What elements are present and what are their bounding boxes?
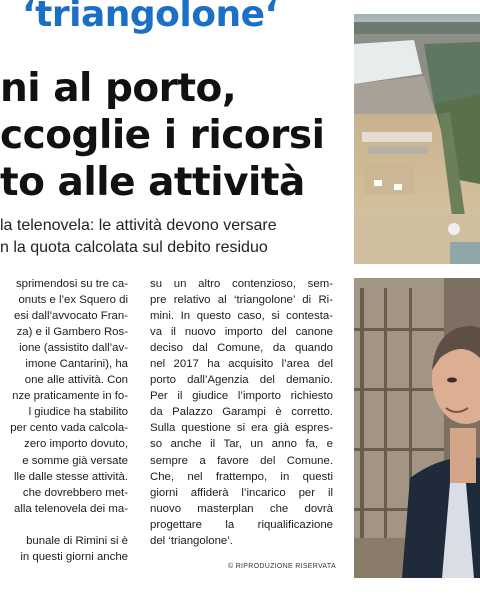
article-line: zero importo dovuto,: [24, 438, 128, 451]
article-line: e somme già versate: [22, 454, 128, 467]
article-line: so anche il Tar, un anno fa, e: [150, 438, 333, 451]
article-line: va il nuovo importo del canone: [150, 326, 333, 339]
article-line: l giudice ha stabilito: [28, 406, 128, 419]
subhead-line-2: n la quota calcolata sul debito residuo: [0, 239, 268, 256]
article-line: za) e il Gambero Ros-: [16, 326, 128, 339]
article-line: esi dall’avvocato Fran-: [14, 310, 128, 323]
article-line: progettare la riqualificazione: [150, 518, 333, 531]
article-line: Sulla questione si era già espres-: [150, 422, 333, 435]
man-portrait-art: [354, 278, 480, 578]
article-line: giorni affiderà l’incarico per il: [150, 486, 333, 499]
article-line: che dovrebbero met-: [22, 486, 128, 499]
article-line: sprimendosi su tre ca-: [15, 278, 128, 290]
headline-line-3: to alle attività: [0, 160, 305, 205]
aerial-port-photo-art: [354, 14, 480, 264]
article-line: su un altro contenzioso, sem-: [150, 278, 333, 290]
portrait-photo: [354, 278, 480, 578]
headline-line-2: ccoglie i ricorsi: [0, 113, 325, 158]
article-line: in questi giorni anche: [20, 550, 128, 563]
article-line: ione (assistito dall’av-: [19, 342, 128, 355]
article-line: sempre a favore del Comune.: [150, 454, 333, 467]
article-line: nel 2017 ha acquisito l’area del: [150, 358, 333, 371]
article-line: porto dall’Agenzia del demanio.: [150, 374, 333, 387]
article-column-2: [150, 276, 333, 549]
article-line: alla telenovela dei ma-: [14, 502, 128, 515]
article-line: del ‘triangolone’.: [150, 534, 233, 547]
article-line: onuts e l’ex Squero di: [18, 294, 128, 307]
article-line: nze praticamente in fo-: [12, 390, 128, 403]
subhead-line-1: la telenovela: le attività devono versare: [0, 217, 277, 234]
article-line: mini. In questo caso, si contesta-: [150, 310, 333, 323]
article-line: lle dalle stesse attività.: [14, 470, 128, 483]
headline-line-1: ni al porto,: [0, 66, 237, 111]
article-line: bunale di Rimini si è: [26, 534, 128, 547]
article-line: [0, 517, 128, 533]
article-column-1: [0, 276, 128, 565]
article-line: per cento vada calcola-: [10, 422, 128, 435]
copyright-notice: © RIPRODUZIONE RISERVATA: [228, 563, 336, 570]
aerial-port-photo: [354, 14, 480, 264]
article-line: nuovo masterplan che dovrà: [150, 502, 333, 515]
article-line: one alle attività. Con: [24, 374, 128, 387]
article-line: deciso dal Comune, da quando: [150, 342, 333, 355]
article-line: Per il giudice l’importo richiesto: [150, 390, 333, 403]
headline-kicker: ‘triangolone‘: [22, 0, 278, 35]
article-line: imone Cantarini), ha: [25, 358, 128, 371]
article-line: Che, nel frattempo, in questi: [150, 470, 333, 483]
article-line: pre relativo al ‘triangolone’ di Ri-: [150, 294, 333, 307]
article-line: da Palazzo Garampi è corretto.: [150, 406, 333, 419]
